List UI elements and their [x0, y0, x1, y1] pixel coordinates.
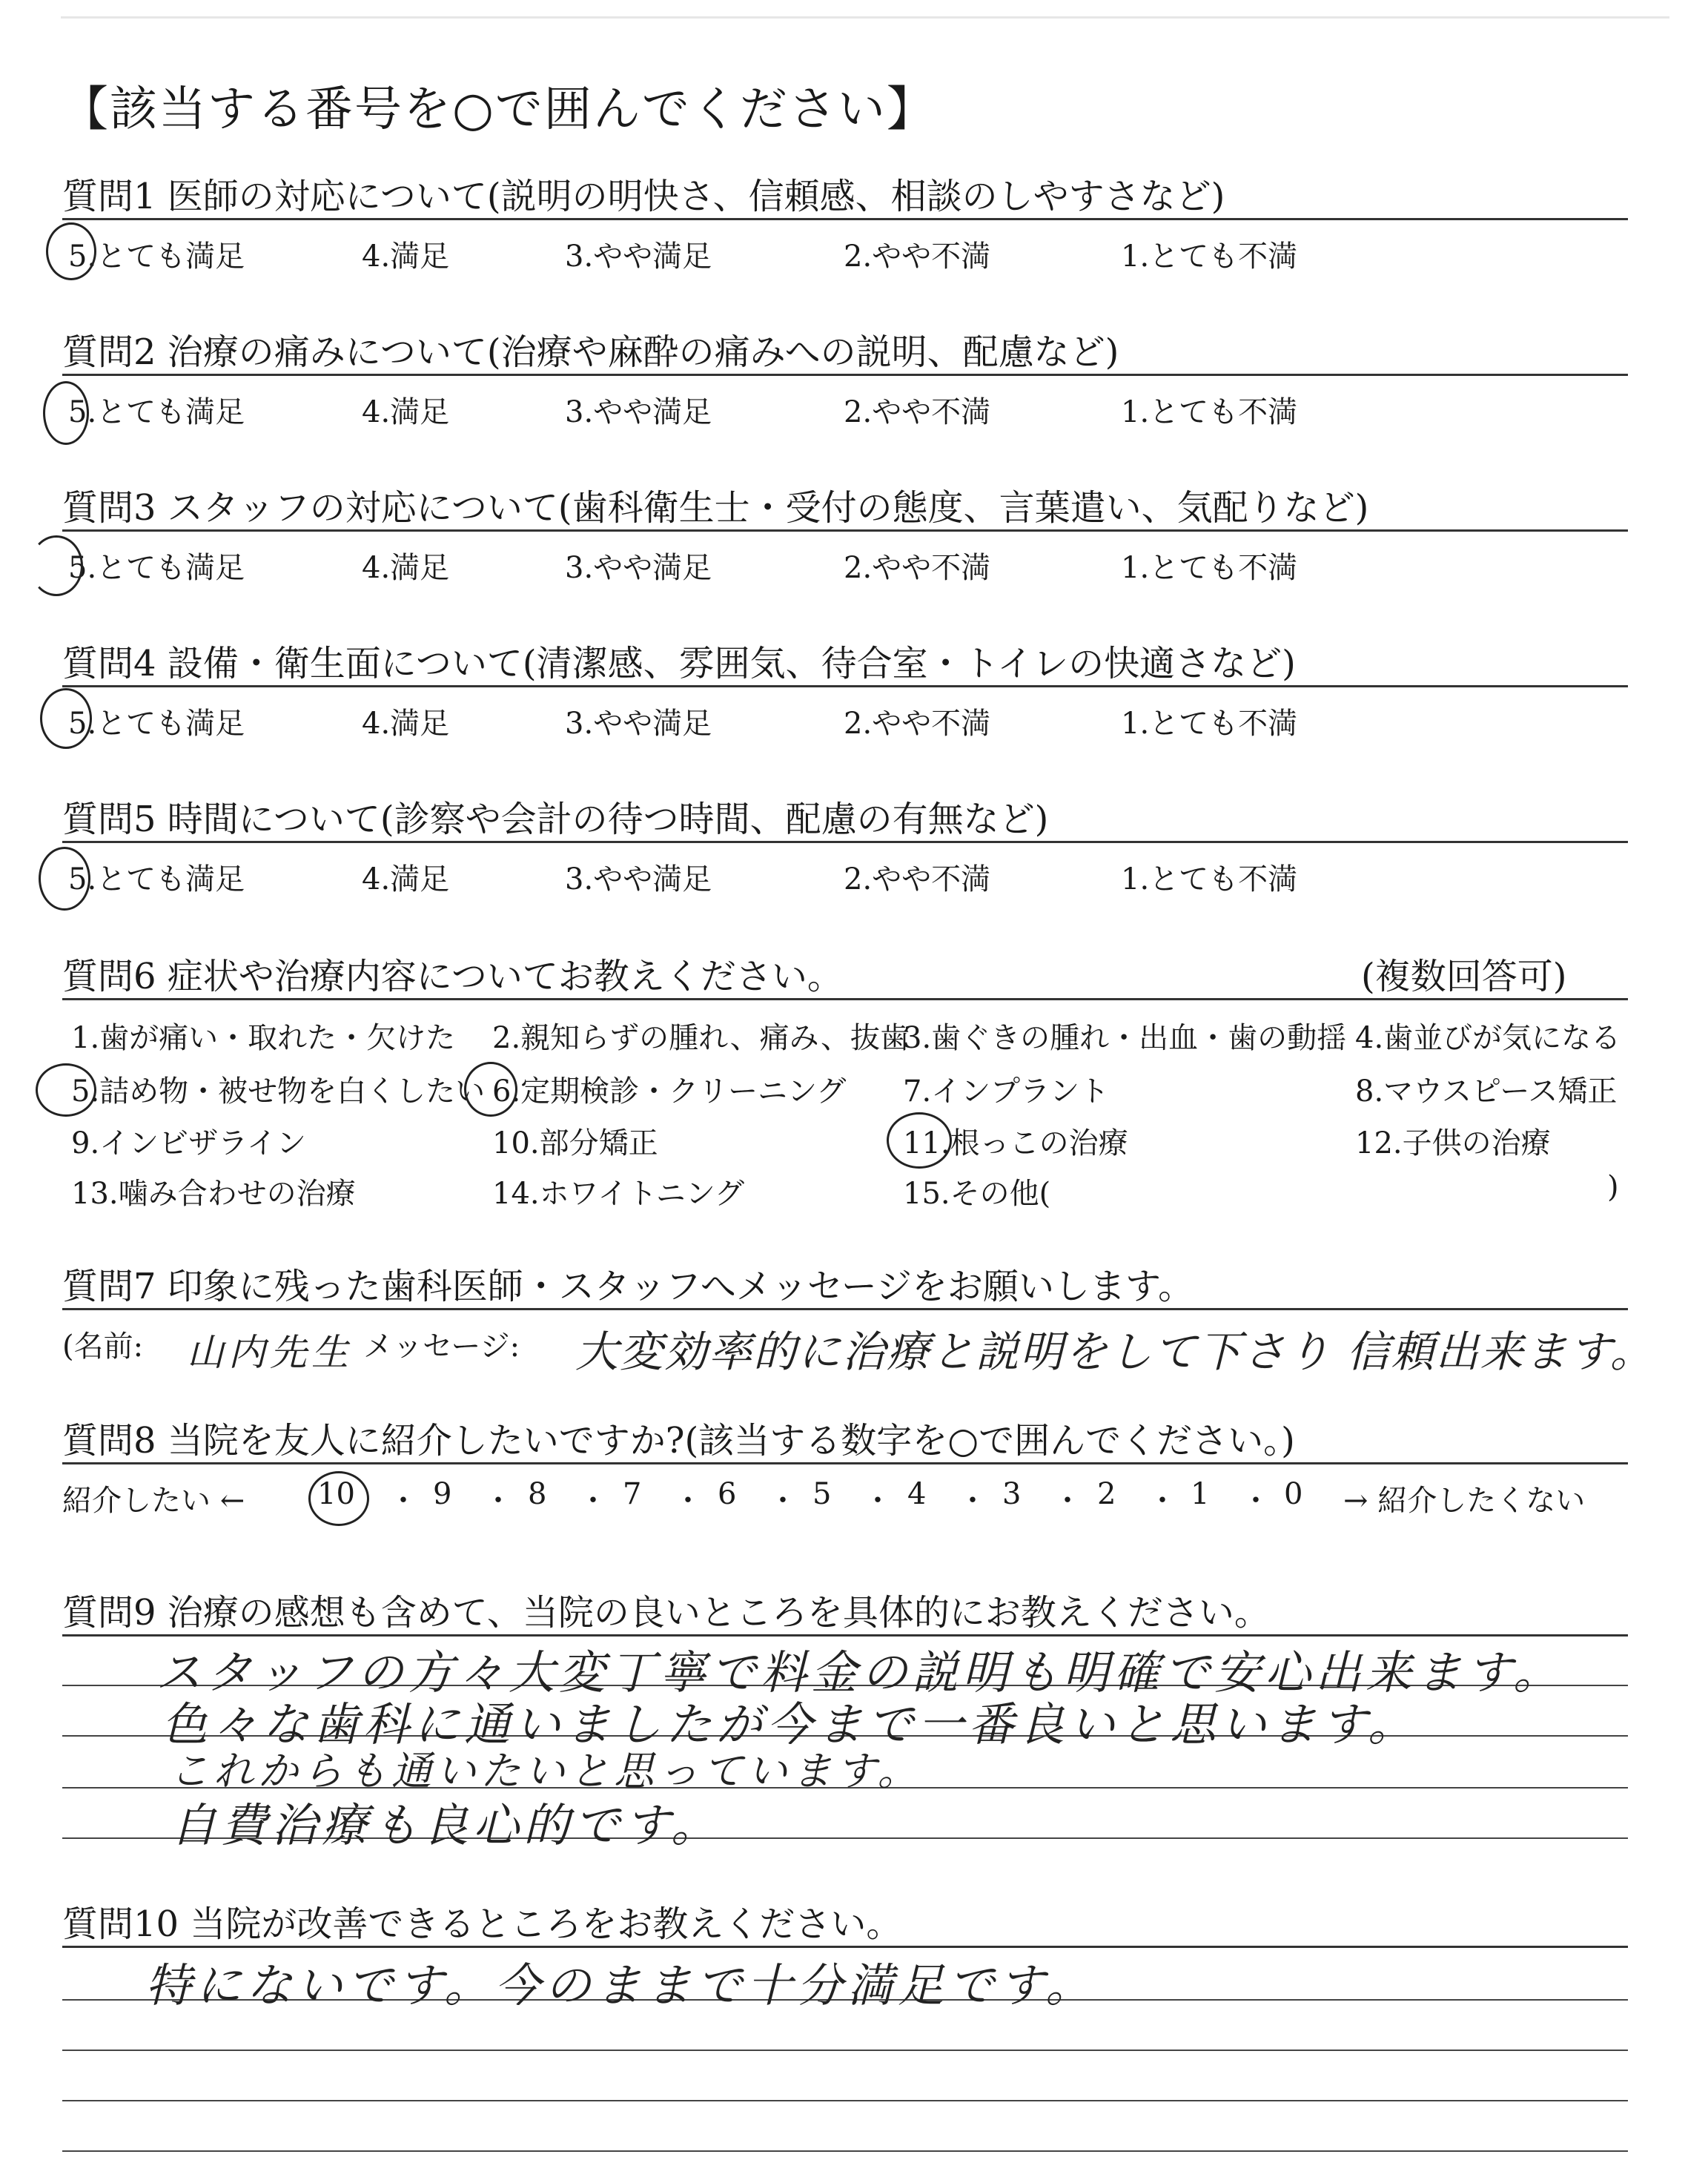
q7-message-handwritten: 大変効率的に治療と説明をして下さり 信頼出来ます。	[575, 1327, 1655, 1377]
q8-dot: ・	[673, 1484, 703, 1518]
q6-item-13[interactable]: 13.噛み合わせの治療	[71, 1177, 356, 1211]
q8-scale-10[interactable]: 10	[317, 1477, 355, 1511]
q8-dot: ・	[388, 1484, 418, 1518]
question-4-label: 質問4 設備・衛生面について(清潔感、雰囲気、待合室・トイレの快適さなど)	[62, 643, 1296, 684]
q1-option-1[interactable]: 1.とても不満	[1121, 240, 1298, 274]
q8-selected-circle	[308, 1471, 369, 1526]
q5-option-2[interactable]: 2.やや不満	[844, 862, 991, 896]
q6-selected-circle-6	[464, 1062, 517, 1117]
q1-selected-circle	[46, 222, 96, 280]
q2-option-4[interactable]: 4.満足	[362, 395, 450, 429]
q6-item-1[interactable]: 1.歯が痛い・取れた・欠けた	[71, 1021, 456, 1055]
q8-scale-1[interactable]: 1	[1191, 1477, 1210, 1511]
question-10-label: 質問10 当院が改善できるところをお教えください。	[62, 1903, 902, 1945]
q3-option-2[interactable]: 2.やや不満	[844, 551, 991, 585]
page-title: 【該当する番号を○で囲んでください】	[61, 82, 936, 137]
q8-dot: ・	[1148, 1484, 1177, 1518]
question-1-label: 質問1 医師の対応について(説明の明快さ、信頼感、相談のしやすさなど)	[62, 176, 1225, 217]
q6-item-15[interactable]: 15.その他(	[903, 1177, 1051, 1211]
question-9-label: 質問9 治療の感想も含めて、当院の良いところを具体的にお教えください。	[62, 1592, 1270, 1634]
q6-item-7[interactable]: 7.インプラント	[903, 1074, 1110, 1109]
question-2-rule	[62, 374, 1628, 376]
q7-name-label: (名前:	[62, 1330, 144, 1364]
q6-item-15-close-paren: )	[1607, 1170, 1619, 1204]
q8-scale-6[interactable]: 6	[718, 1477, 737, 1511]
question-8-label: 質問8 当院を友人に紹介したいですか?(該当する数字を○で囲んでください。)	[62, 1420, 1295, 1462]
q10-answer-line	[62, 2100, 1628, 2101]
q8-scale-0[interactable]: 0	[1284, 1477, 1303, 1511]
q5-option-1[interactable]: 1.とても不満	[1121, 862, 1298, 896]
q2-option-3[interactable]: 3.やや満足	[565, 395, 712, 429]
q6-item-14[interactable]: 14.ホワイトニング	[492, 1177, 745, 1211]
q8-dot: ・	[1241, 1484, 1271, 1518]
q6-selected-circle-11	[887, 1112, 952, 1169]
q8-right-label: → 紹介したくない	[1343, 1484, 1586, 1518]
q8-dot: ・	[958, 1484, 987, 1518]
q4-option-1[interactable]: 1.とても不満	[1121, 707, 1298, 741]
q10-answer-line	[62, 2150, 1628, 2152]
q5-option-3[interactable]: 3.やや満足	[565, 862, 712, 896]
q6-item-6[interactable]: 6.定期検診・クリーニング	[492, 1074, 847, 1109]
q6-item-9[interactable]: 9.インビザライン	[71, 1126, 306, 1160]
question-6-rule	[62, 998, 1628, 1000]
q9-answer-line-2: 色々な歯科に通いましたが今まで一番良いと思います。	[162, 1697, 1419, 1751]
q3-option-1[interactable]: 1.とても不満	[1121, 551, 1298, 585]
q5-option-5[interactable]: 5.とても満足	[68, 862, 245, 896]
question-7-label: 質問7 印象に残った歯科医師・スタッフへメッセージをお願いします。	[62, 1266, 1194, 1307]
q8-dot: ・	[768, 1484, 798, 1518]
q8-dot: ・	[578, 1484, 608, 1518]
q9-answer-line-3: これからも通いたいと思っています。	[169, 1748, 922, 1794]
q7-name-handwritten: 山内先生	[187, 1331, 353, 1374]
q6-item-4[interactable]: 4.歯並びが気になる	[1355, 1021, 1621, 1055]
question-3-rule	[62, 529, 1628, 532]
q8-dot: ・	[483, 1484, 513, 1518]
q6-item-12[interactable]: 12.子供の治療	[1355, 1126, 1551, 1160]
question-2-label: 質問2 治療の痛みについて(治療や麻酔の痛みへの説明、配慮など)	[62, 331, 1119, 373]
q8-scale-2[interactable]: 2	[1097, 1477, 1116, 1511]
q2-selected-circle	[43, 381, 89, 445]
q8-scale-9[interactable]: 9	[433, 1477, 452, 1511]
question-3-label: 質問3 スタッフの対応について(歯科衛生士・受付の態度、言葉遣い、気配りなど)	[62, 487, 1369, 529]
q3-option-5[interactable]: 5.とても満足	[68, 551, 245, 585]
top-edge-line	[61, 16, 1669, 19]
q8-scale-5[interactable]: 5	[812, 1477, 832, 1511]
q2-option-5[interactable]: 5.とても満足	[68, 395, 245, 429]
question-6-label: 質問6 症状や治療内容についてお教えください。	[62, 956, 843, 997]
question-8-rule	[62, 1462, 1628, 1464]
q6-item-11[interactable]: 11.根っこの治療	[903, 1126, 1128, 1160]
q8-scale-8[interactable]: 8	[528, 1477, 547, 1511]
q1-option-4[interactable]: 4.満足	[362, 240, 450, 274]
question-4-rule	[62, 685, 1628, 687]
q4-option-3[interactable]: 3.やや満足	[565, 707, 712, 741]
question-10-rule	[62, 1946, 1628, 1948]
q6-item-10[interactable]: 10.部分矯正	[492, 1126, 658, 1160]
q1-option-3[interactable]: 3.やや満足	[565, 240, 712, 274]
q6-item-5[interactable]: 5.詰め物・被せ物を白くしたい	[71, 1074, 486, 1109]
q10-answer-line-1: 特にないです。今のままで十分満足です。	[145, 1958, 1096, 2012]
q9-answer-line-4: 自費治療も良心的です。	[171, 1798, 722, 1852]
question-6-note: (複数回答可)	[1361, 956, 1567, 997]
q8-left-label: 紹介したい ←	[62, 1484, 245, 1518]
q8-dot: ・	[1053, 1484, 1082, 1518]
q6-item-3[interactable]: 3.歯ぐきの腫れ・出血・歯の動揺	[903, 1021, 1347, 1055]
q8-scale-3[interactable]: 3	[1002, 1477, 1022, 1511]
q5-option-4[interactable]: 4.満足	[362, 862, 450, 896]
q1-option-5[interactable]: 5.とても満足	[68, 240, 245, 274]
q3-selected-circle	[30, 535, 83, 596]
q7-message-label: メッセージ:	[363, 1330, 520, 1364]
q4-option-2[interactable]: 2.やや不満	[844, 707, 991, 741]
q5-selected-circle	[39, 847, 90, 911]
question-1-rule	[62, 218, 1628, 220]
q6-selected-circle-5	[36, 1063, 96, 1117]
q3-option-4[interactable]: 4.満足	[362, 551, 450, 585]
q2-option-2[interactable]: 2.やや不満	[844, 395, 991, 429]
question-5-label: 質問5 時間について(診察や会計の待つ時間、配慮の有無など)	[62, 799, 1049, 840]
q8-scale-4[interactable]: 4	[907, 1477, 927, 1511]
q3-option-3[interactable]: 3.やや満足	[565, 551, 712, 585]
q1-option-2[interactable]: 2.やや不満	[844, 240, 991, 274]
q6-item-8[interactable]: 8.マウスピース矯正	[1355, 1074, 1618, 1109]
question-5-rule	[62, 841, 1628, 843]
q2-option-1[interactable]: 1.とても不満	[1121, 395, 1298, 429]
question-7-rule	[62, 1308, 1628, 1310]
q4-option-4[interactable]: 4.満足	[362, 707, 450, 741]
q8-dot: ・	[863, 1484, 893, 1518]
q6-item-2[interactable]: 2.親知らずの腫れ、痛み、抜歯	[492, 1021, 910, 1055]
q4-selected-circle	[40, 688, 92, 749]
q8-scale-7[interactable]: 7	[623, 1477, 642, 1511]
q4-option-5[interactable]: 5.とても満足	[68, 707, 245, 741]
q9-answer-line-1: スタッフの方々大変丁寧で料金の説明も明確で安心出来ます。	[156, 1645, 1564, 1700]
q10-answer-line	[62, 2050, 1628, 2051]
